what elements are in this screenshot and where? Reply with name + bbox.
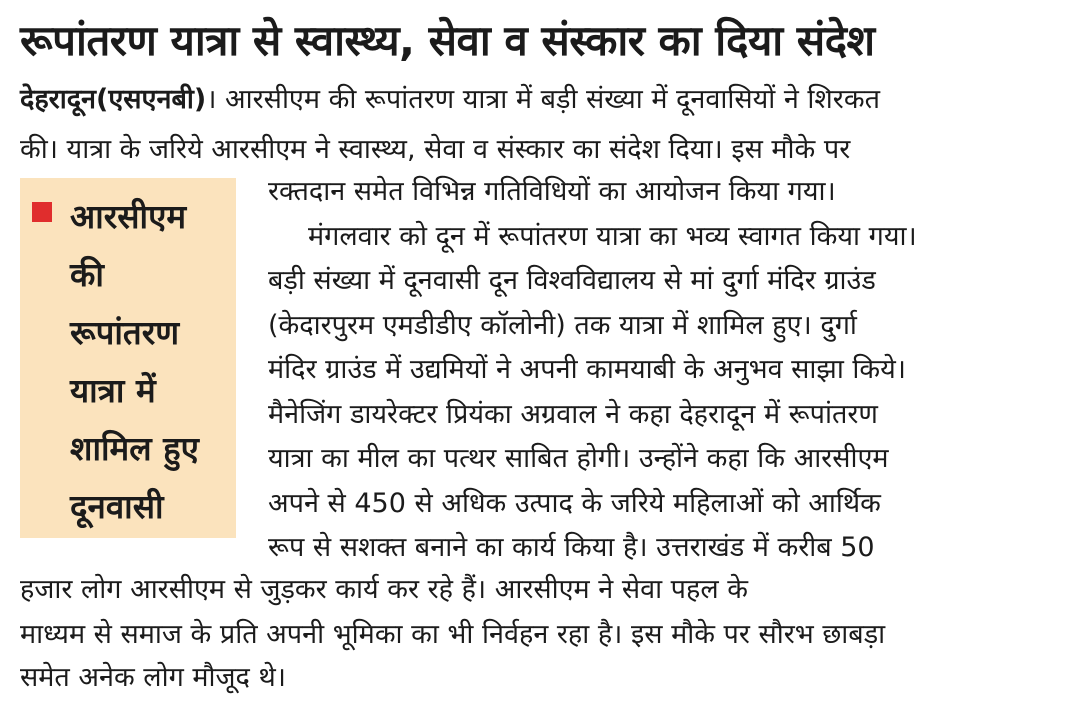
- red-square-bullet-icon: [32, 202, 52, 222]
- body-line-13: माध्यम से समाज के प्रति अपनी भूमिका का भी निर्वहन रहा है। इस मौके पर सौरभ छाबड़ा: [20, 619, 886, 650]
- body-line-10: अपने से 450 से अधिक उत्पाद के जरिये महिलाओं को आर्थिक: [268, 488, 881, 519]
- body-line-6: (केदारपुरम एमडीडीए कॉलोनी) तक यात्रा में शामिल हुए। दुर्गा: [268, 310, 857, 341]
- headline: रूपांतरण यात्रा से स्वास्थ्य, सेवा व संस्कार का दिया संदेश: [20, 16, 875, 65]
- body-line-4: मंगलवार को दून में रूपांतरण यात्रा का भव्य स्वागत किया गया।: [308, 221, 917, 252]
- body-line-9: यात्रा का मील का पत्थर साबित होगी। उन्होंने कहा कि आरसीएम: [268, 443, 889, 474]
- body-line-14: समेत अनेक लोग मौजूद थे।: [20, 662, 286, 693]
- sidebar-caption-line: आरसीएम: [70, 197, 187, 236]
- body-line-5: बड़ी संख्या में दूनवासी दून विश्वविद्यालय से मां दुर्गा मंदिर ग्राउंड: [268, 265, 876, 296]
- body-line-1: [20, 78, 1055, 122]
- body-line-8: मैनेजिंग डायरेक्टर प्रियंका अग्रवाल ने कहा देहरादून में रूपांतरण: [268, 399, 878, 430]
- body-line-3: रक्तदान समेत विभिन्न गतिविधियों का आयोजन किया गया।: [268, 176, 836, 207]
- sidebar-caption-line: यात्रा में: [70, 371, 156, 410]
- sidebar-caption-line: रूपांतरण: [70, 313, 180, 352]
- sidebar-caption: [70, 188, 235, 536]
- sidebar-caption-line: शामिल हुए: [70, 429, 199, 468]
- body-line-12: हजार लोग आरसीएम से जुड़कर कार्य कर रहे हैं। आरसीएम ने सेवा पहल के: [20, 574, 748, 605]
- body-line-2: की। यात्रा के जरिये आरसीएम ने स्वास्थ्य, सेवा व संस्कार का संदेश दिया। इस मौके पर: [20, 134, 851, 165]
- body-line-1-text: । आरसीएम की रूपांतरण यात्रा में बड़ी संख्या में दूनवासियों ने शिरकत: [206, 84, 880, 115]
- dateline: देहरादून(एसएनबी): [20, 84, 207, 115]
- sidebar-box: [20, 178, 236, 538]
- sidebar-caption-line: दूनवासी: [70, 487, 164, 526]
- sidebar-caption-line: की: [70, 255, 104, 294]
- body-line-11: रूप से सशक्त बनाने का कार्य किया है। उत्तराखंड में करीब 50: [268, 532, 875, 563]
- body-line-7: मंदिर ग्राउंड में उद्यमियों ने अपनी कामयाबी के अनुभव साझा किये।: [268, 354, 907, 385]
